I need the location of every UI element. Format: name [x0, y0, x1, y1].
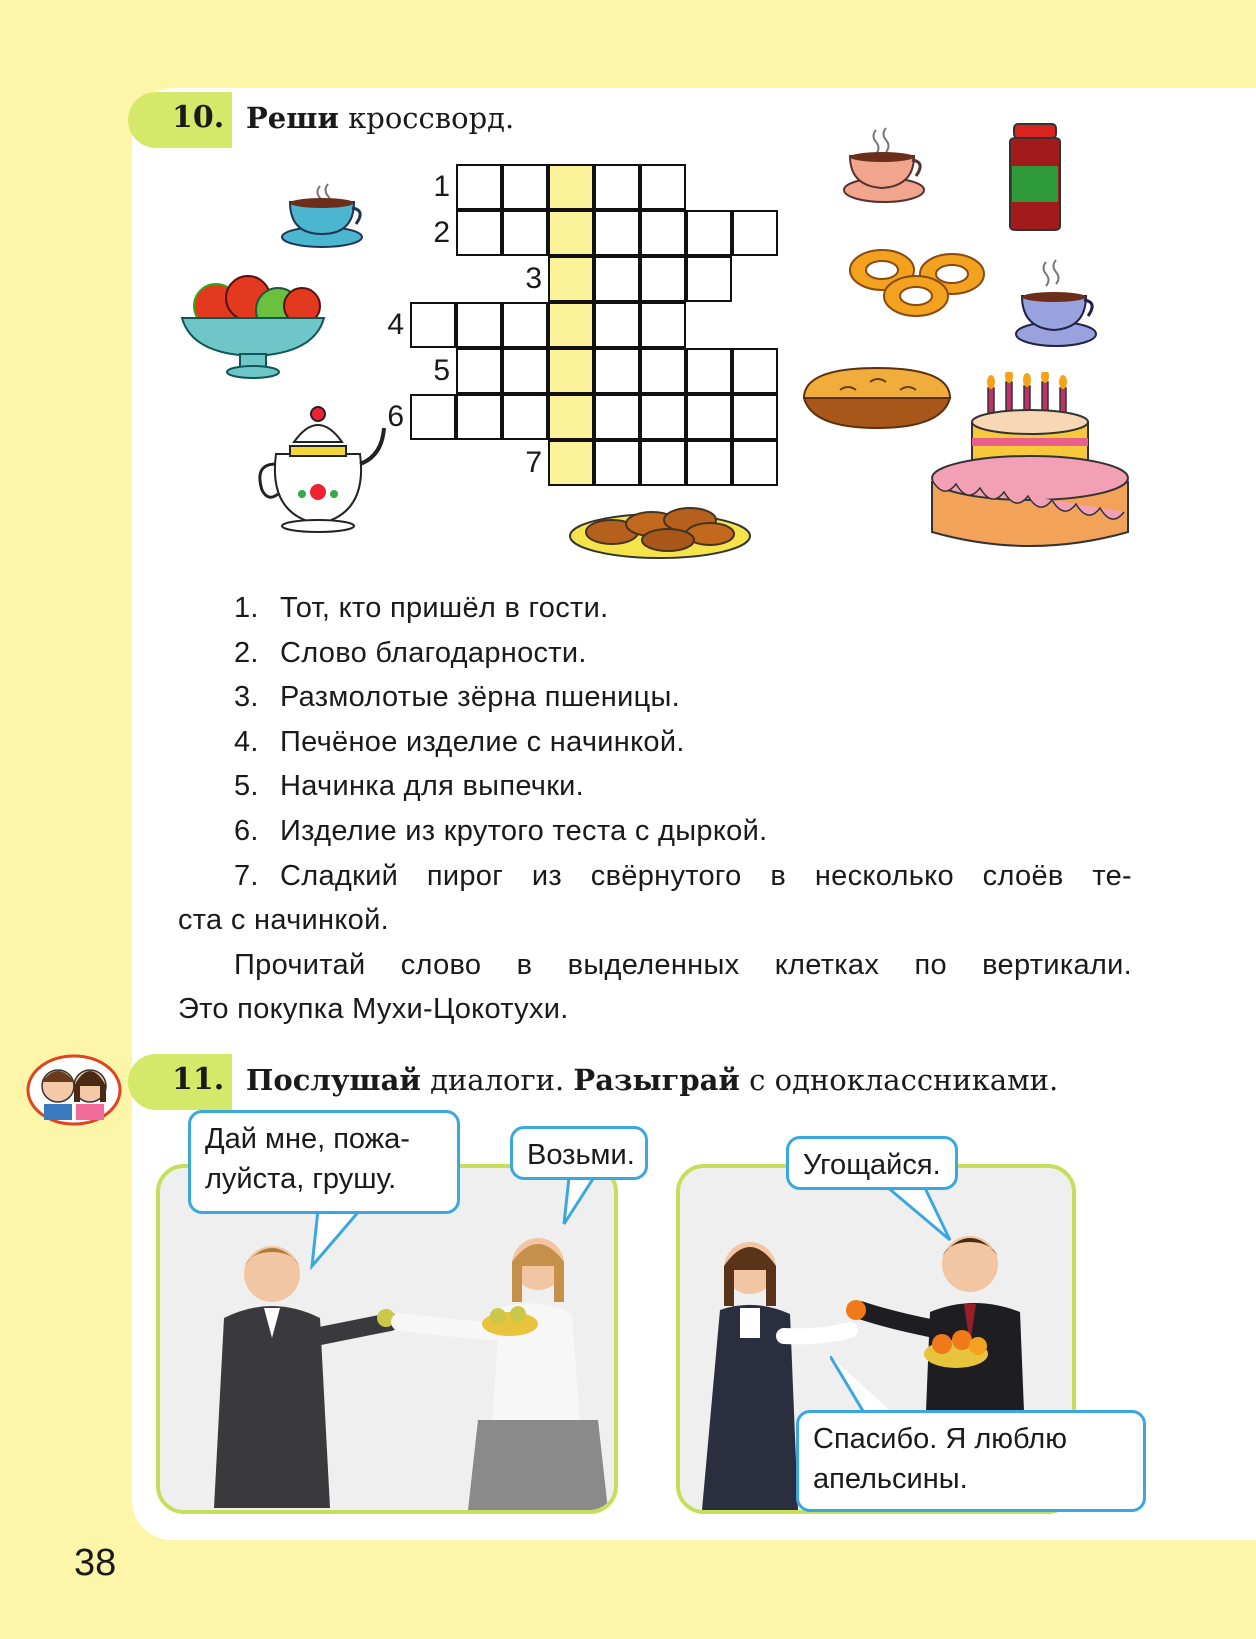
clue-text: Слово благодарности. — [280, 636, 587, 669]
clue-text: Размолотые зёрна пшеницы. — [280, 681, 681, 714]
speech-line: Угощайся. — [803, 1149, 941, 1181]
crossword-row-number: 3 — [525, 262, 542, 295]
crossword-cell[interactable] — [456, 164, 502, 210]
crossword-cell[interactable] — [410, 394, 456, 440]
crossword-row-number: 1 — [433, 170, 450, 203]
speech-line: апельсины. — [813, 1463, 968, 1495]
jam-jar-icon — [1004, 122, 1066, 232]
crossword-cell[interactable] — [732, 348, 778, 394]
teacup-icon — [280, 182, 370, 252]
crossword-cell-highlighted[interactable] — [548, 394, 594, 440]
dialogue-children-icon — [26, 1054, 122, 1126]
clue-number: 3. — [234, 681, 259, 714]
crossword-cell[interactable] — [640, 164, 686, 210]
crossword-cell[interactable] — [502, 348, 548, 394]
birthday-cake-icon — [928, 372, 1132, 558]
crossword-cell[interactable] — [502, 394, 548, 440]
crossword-cell[interactable] — [732, 394, 778, 440]
clue-2 — [178, 631, 1132, 676]
crossword-row-number: 4 — [387, 308, 404, 341]
crossword-cell[interactable] — [686, 256, 732, 302]
instruction-line-2: Это покупка Мухи-Цокотухи. — [178, 993, 569, 1026]
crossword-cell[interactable] — [456, 210, 502, 256]
crossword-cell[interactable] — [686, 394, 732, 440]
speech-line: Дай мне, пожа- — [205, 1123, 410, 1155]
crossword-cell-highlighted[interactable] — [548, 348, 594, 394]
crossword-cell[interactable] — [640, 302, 686, 348]
boy-and-girl-with-pear-illustration — [160, 1168, 614, 1510]
clue-4 — [178, 720, 1132, 765]
crossword-cell[interactable] — [640, 348, 686, 394]
crossword-cell-highlighted[interactable] — [548, 440, 594, 486]
clue-5 — [178, 764, 1132, 809]
crossword-cell[interactable] — [502, 210, 548, 256]
crossword-cell[interactable] — [594, 210, 640, 256]
crossword-cell[interactable] — [686, 348, 732, 394]
crossword-cell-highlighted[interactable] — [548, 164, 594, 210]
clue-number: 1. — [234, 592, 259, 624]
crossword-cell[interactable] — [686, 210, 732, 256]
crossword-cell[interactable] — [640, 440, 686, 486]
bubble-tail — [880, 1186, 960, 1246]
clue-7-continuation: ста с начинкой. — [178, 904, 389, 937]
clue-text: Начинка для выпечки. — [280, 770, 585, 803]
crossword-row-number: 7 — [525, 446, 542, 479]
crossword-cell[interactable] — [594, 302, 640, 348]
exercise-11-number: 11. — [172, 1062, 225, 1097]
exercise-11-title-text-1: диалоги. — [420, 1063, 574, 1097]
crossword-cell[interactable] — [456, 302, 502, 348]
bagels-icon — [842, 246, 992, 320]
clue-number: 7. — [234, 859, 259, 892]
fruit-bowl-icon — [178, 268, 328, 382]
dialogue-photo-pear — [156, 1164, 618, 1514]
crossword-cell[interactable] — [594, 394, 640, 440]
blue-cup-icon — [1012, 258, 1102, 350]
crossword-cell[interactable] — [640, 394, 686, 440]
coffee-cup-icon — [840, 126, 930, 206]
exercise-10-title-rest: кроссворд. — [338, 101, 515, 135]
crossword-cell[interactable] — [732, 210, 778, 256]
teapot-icon — [256, 406, 388, 542]
crossword-row-number: 6 — [387, 400, 404, 433]
bubble-tail — [830, 1356, 910, 1416]
speech-bubble-offer — [786, 1136, 958, 1190]
exercise-11-title-text-2: с одноклассниками. — [739, 1063, 1059, 1097]
crossword-cell[interactable] — [686, 440, 732, 486]
clue-7 — [178, 854, 1132, 899]
clue-text: Печёное изделие с начинкой. — [280, 725, 685, 758]
speech-bubble-thanks — [796, 1410, 1146, 1512]
clue-text: Изделие из крутого теста с дыркой. — [280, 814, 768, 847]
pies-plate-icon — [568, 498, 752, 560]
clue-6 — [178, 809, 1132, 854]
clue-number: 4. — [234, 725, 259, 758]
clue-3 — [178, 675, 1132, 720]
crossword-cell-highlighted[interactable] — [548, 210, 594, 256]
exercise-11-title — [246, 1063, 1058, 1097]
speech-line: луйста, грушу. — [205, 1163, 397, 1195]
crossword-cell[interactable] — [640, 256, 686, 302]
crossword-cell-highlighted[interactable] — [548, 256, 594, 302]
clue-number: 6. — [234, 814, 259, 847]
crossword-cell[interactable] — [594, 164, 640, 210]
bubble-tail — [310, 1210, 380, 1270]
crossword-cell[interactable] — [732, 440, 778, 486]
crossword-cell[interactable] — [502, 302, 548, 348]
crossword-cell[interactable] — [594, 348, 640, 394]
exercise-10-number: 10. — [172, 100, 225, 135]
speech-line: Спасибо. Я люблю — [813, 1423, 1067, 1455]
instruction-line-1: Прочитай слово в выделенных клетках по вертикали. — [234, 948, 1132, 981]
clue-1 — [178, 586, 1132, 631]
crossword-cell[interactable] — [594, 256, 640, 302]
speech-line: Возьми. — [527, 1139, 635, 1171]
clues-list — [178, 586, 1132, 1032]
speech-bubble-reply — [510, 1126, 648, 1180]
clue-number: 2. — [234, 636, 259, 669]
crossword-row-number: 2 — [433, 216, 450, 249]
crossword-cell[interactable] — [594, 440, 640, 486]
exercise-11-title-verb-1: Послушай — [246, 1063, 421, 1097]
exercise-10-title — [246, 101, 514, 135]
crossword-cell[interactable] — [502, 164, 548, 210]
crossword-cell[interactable] — [410, 302, 456, 348]
clue-text: Сладкий пирог из свёрнутого в несколько слоёв те- — [280, 859, 1132, 892]
exercise-11-title-verb-2: Разыграй — [573, 1063, 740, 1097]
exercise-10-title-verb: Реши — [246, 101, 339, 135]
crossword-row-number: 5 — [433, 354, 450, 387]
crossword-cell[interactable] — [456, 394, 502, 440]
page-number: 38 — [74, 1542, 117, 1584]
crossword-cell[interactable] — [456, 348, 502, 394]
speech-bubble-request — [188, 1110, 460, 1214]
clue-text: Тот, кто пришёл в гости. — [280, 592, 609, 624]
clue-number: 5. — [234, 770, 259, 803]
crossword-cell[interactable] — [640, 210, 686, 256]
crossword-cell-highlighted[interactable] — [548, 302, 594, 348]
